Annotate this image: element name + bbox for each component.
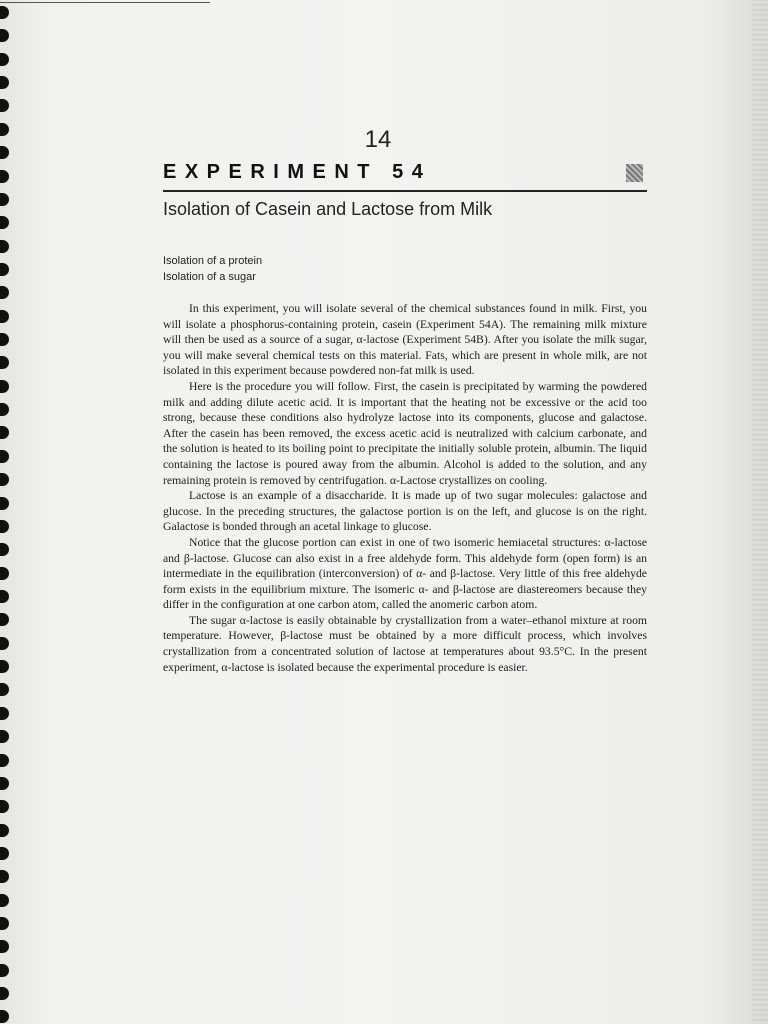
binder-hole xyxy=(0,426,9,439)
title-rule xyxy=(163,190,647,192)
chapter-number: 14 xyxy=(364,126,392,153)
binder-hole xyxy=(0,286,9,299)
paragraph: In this experiment, you will isolate several of the chemical substances found in milk. First, you will isolate a phosphorus-containing protein, casein (Experiment 54A). The remaining milk mixture will then be used as a source of a sugar, α-lactose (Experiment 54B). After you isolate the milk sugar, you will make several chemical tests on this material. Fats, which are present in whole milk, are not isolated in this experiment because powdered non-fat milk is used. xyxy=(163,302,647,378)
binder-hole xyxy=(0,894,9,907)
binder-hole xyxy=(0,170,9,183)
binder-holes xyxy=(0,6,12,1024)
binder-hole xyxy=(0,216,9,229)
binder-hole xyxy=(0,6,9,19)
binder-hole xyxy=(0,613,9,626)
paragraph: Here is the procedure you will follow. First, the casein is precipitated by warming the powdered milk and adding dilute acetic acid. It is important that the heating not be excessive or the acid too strong, because these conditions also hydrolyze lactose into its components, glucose and galactose. After the casein has been removed, the excess acetic acid is neutralized with calcium carbonate, and the solution is heated to its boiling point to precipitate the initially soluble protein, albumin. The liquid containing the lactose is poured away from the albumin. Alcohol is added to the solution, and any remaining protein is removed by centrifugation. α-Lactose crystallizes on cooling. xyxy=(163,379,647,487)
binder-hole xyxy=(0,403,9,416)
binder-hole xyxy=(0,567,9,580)
binder-hole xyxy=(0,543,9,556)
binder-hole xyxy=(0,660,9,673)
binder-hole xyxy=(0,754,9,767)
binder-hole xyxy=(0,123,9,136)
binder-hole xyxy=(0,356,9,369)
binder-hole xyxy=(0,333,9,346)
binder-hole xyxy=(0,964,9,977)
binder-hole xyxy=(0,1010,9,1023)
binder-hole xyxy=(0,707,9,720)
paragraph: The sugar α-lactose is easily obtainable by crystallization from a water–ethanol mixture at room temperature. However, β-lactose must be obtained by a more difficult process, which involves crystallization from a concentrated solution of lactose at temperatures about 93.5°C. In the present experiment, α-lactose is isolated because the experimental procedure is easier. xyxy=(163,613,647,674)
topic-item: Isolation of a sugar xyxy=(163,271,256,283)
binder-hole xyxy=(0,870,9,883)
binder-hole xyxy=(0,777,9,790)
paragraph: Lactose is an example of a disaccharide. It is made up of two sugar molecules: galactose and glucose. In the preceding structures, the galactose portion is on the left, and glucose is on the right. Galactose is bonded through an acetal linkage to glucose. xyxy=(163,489,647,534)
binder-hole xyxy=(0,917,9,930)
binder-hole xyxy=(0,263,9,276)
binder-hole xyxy=(0,193,9,206)
binder-hole xyxy=(0,683,9,696)
binder-hole xyxy=(0,730,9,743)
binder-hole xyxy=(0,940,9,953)
paragraph: Notice that the glucose portion can exist in one of two isomeric hemiacetal structures: α-lactose and β-lactose. Glucose can also exist in a free aldehyde form. This aldehyde form (open form) is an intermediate in the equilibration (interconversion) of α- and β-lactose. Very little of this free aldehyde form exists in the equilibrium mixture. The isomeric α- and β-lactose are diastereomers because they differ in the configuration at one carbon atom, called the anomeric carbon atom. xyxy=(163,535,647,612)
binder-hole xyxy=(0,380,9,393)
binder-hole xyxy=(0,53,9,66)
binder-hole xyxy=(0,497,9,510)
binder-hole xyxy=(0,520,9,533)
binder-hole xyxy=(0,847,9,860)
binder-hole xyxy=(0,99,9,112)
experiment-title: EXPERIMENT 54 xyxy=(163,161,432,183)
binder-hole xyxy=(0,240,9,253)
topic-list xyxy=(163,253,262,285)
binder-hole xyxy=(0,800,9,813)
binder-hole xyxy=(0,29,9,42)
binder-hole xyxy=(0,146,9,159)
binder-hole xyxy=(0,590,9,603)
body-text xyxy=(163,301,647,675)
binder-hole xyxy=(0,310,9,323)
page-stack-edge xyxy=(752,0,768,1024)
topic-item: Isolation of a protein xyxy=(163,255,263,267)
scan-top-line xyxy=(0,2,210,3)
binder-hole xyxy=(0,450,9,463)
binder-hole xyxy=(0,637,9,650)
experiment-subtitle: Isolation of Casein and Lactose from Milk xyxy=(163,199,493,219)
binder-hole xyxy=(0,76,9,89)
binder-hole xyxy=(0,824,9,837)
margin-marker xyxy=(626,164,643,182)
binder-hole xyxy=(0,987,9,1000)
binder-hole xyxy=(0,473,9,486)
